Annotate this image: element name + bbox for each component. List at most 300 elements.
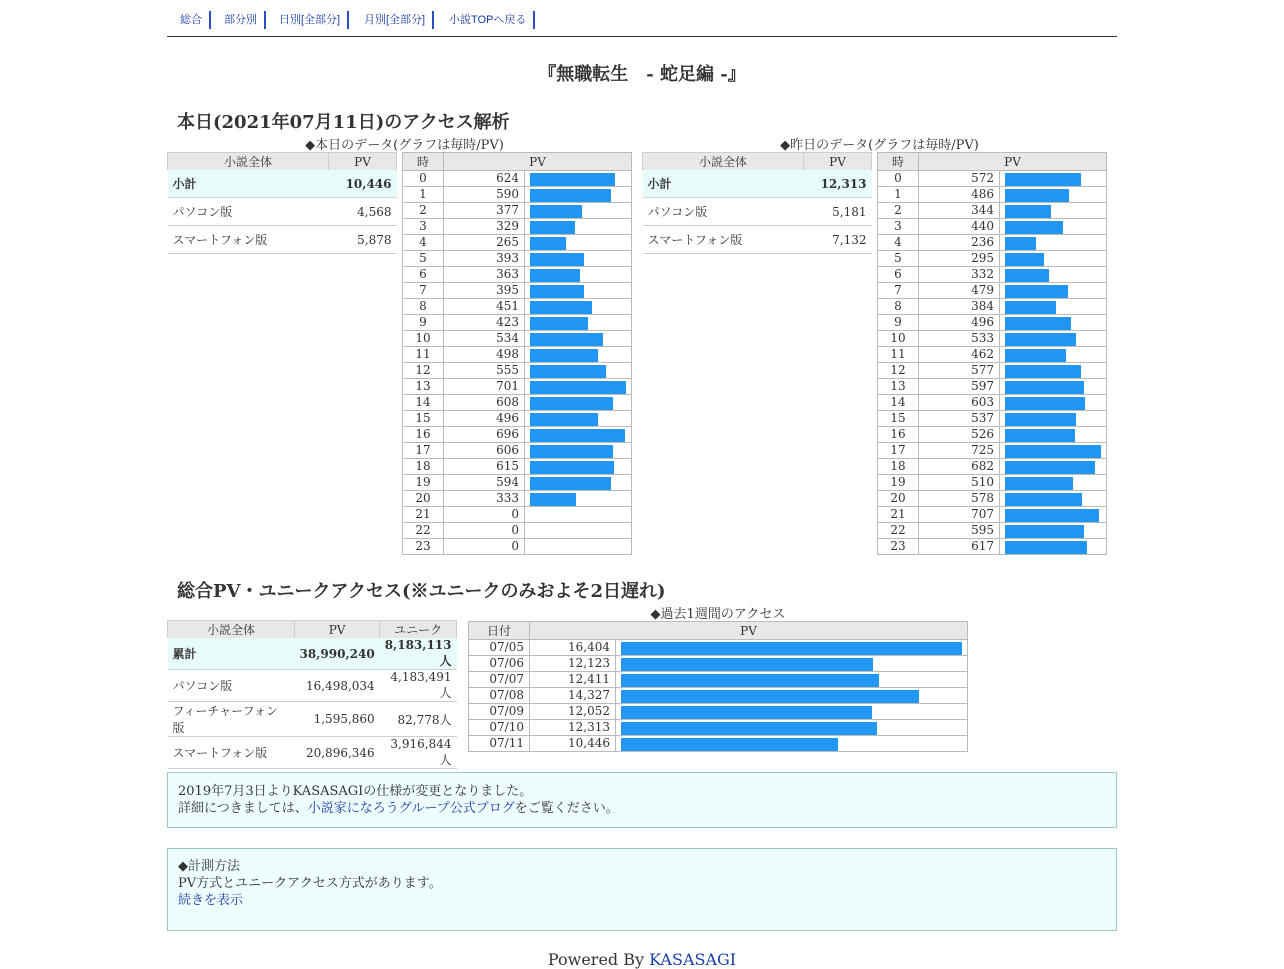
hour-pv-value: 555 — [444, 363, 525, 379]
hour-label: 8 — [878, 299, 919, 315]
hour-bar-cell — [525, 171, 632, 187]
official-blog-link[interactable]: 小説家になろうグループ公式ブログ — [307, 801, 515, 816]
hour-pv-value: 236 — [919, 235, 1000, 251]
hour-label: 1 — [878, 187, 919, 203]
hourly-row — [878, 395, 1107, 411]
hour-pv-value: 486 — [919, 187, 1000, 203]
weekly-bar-cell — [616, 704, 968, 720]
hour-bar-cell — [1000, 507, 1107, 523]
hour-label: 3 — [878, 219, 919, 235]
hourly-row — [878, 331, 1107, 347]
weekly-bar-cell — [616, 672, 968, 688]
hour-bar-cell — [1000, 347, 1107, 363]
hour-pv-value: 496 — [919, 315, 1000, 331]
total-summary-table — [167, 620, 457, 769]
hour-label: 20 — [403, 491, 444, 507]
weekly-pv-bar — [621, 738, 838, 751]
hour-bar-cell — [1000, 395, 1107, 411]
row-label: パソコン版 — [643, 198, 804, 226]
hour-pv-bar — [1005, 253, 1044, 266]
hour-bar-cell — [525, 203, 632, 219]
weekly-pv-bar — [621, 722, 877, 735]
hourly-row — [403, 379, 632, 395]
hourly-row — [878, 459, 1107, 475]
hour-pv-value: 595 — [919, 523, 1000, 539]
hour-label: 4 — [403, 235, 444, 251]
hour-bar-cell — [1000, 331, 1107, 347]
hourly-row — [878, 475, 1107, 491]
hour-pv-value: 451 — [444, 299, 525, 315]
weekly-row — [469, 640, 968, 656]
hour-pv-value: 265 — [444, 235, 525, 251]
weekly-date: 07/11 — [469, 736, 530, 752]
hour-bar-cell — [1000, 235, 1107, 251]
hour-bar-cell — [525, 299, 632, 315]
hourly-row — [403, 251, 632, 267]
nav-monthly-link[interactable]: 月別[全部分] — [358, 11, 434, 29]
row-pv: 38,990,240 — [295, 638, 380, 670]
page-wrapper — [167, 0, 1117, 969]
row-value: 5,181 — [804, 198, 872, 226]
hour-label: 7 — [403, 283, 444, 299]
hour-pv-bar — [530, 221, 575, 234]
hour-label: 21 — [878, 507, 919, 523]
hourly-row — [403, 331, 632, 347]
hourly-row — [878, 283, 1107, 299]
hour-pv-bar — [1005, 445, 1101, 458]
hour-label: 20 — [878, 491, 919, 507]
row-unique: 82,778人 — [380, 702, 457, 737]
col-header: PV — [295, 621, 380, 639]
hour-pv-value: 498 — [444, 347, 525, 363]
hourly-row — [403, 491, 632, 507]
col-header: 小説全体 — [168, 153, 329, 171]
weekly-bar-cell — [616, 640, 968, 656]
hour-bar-cell — [1000, 539, 1107, 555]
hour-pv-bar — [530, 477, 611, 490]
show-more-link[interactable]: 続きを表示 — [178, 893, 244, 908]
hour-pv-value: 333 — [444, 491, 525, 507]
row-label: 小計 — [643, 170, 804, 198]
hour-label: 23 — [878, 539, 919, 555]
row-label: パソコン版 — [168, 670, 295, 702]
hour-label: 1 — [403, 187, 444, 203]
weekly-pv-value: 12,411 — [530, 672, 616, 688]
hour-bar-cell — [525, 347, 632, 363]
row-label: スマートフォン版 — [643, 226, 804, 254]
hour-label: 10 — [403, 331, 444, 347]
row-value: 12,313 — [804, 170, 872, 198]
hourly-row — [878, 267, 1107, 283]
hourly-row — [878, 219, 1107, 235]
hour-label: 16 — [403, 427, 444, 443]
hour-pv-value: 594 — [444, 475, 525, 491]
hour-bar-cell — [525, 283, 632, 299]
yesterday-summary-table — [642, 152, 872, 254]
weekly-pv-bar — [621, 642, 962, 655]
hour-bar-cell — [1000, 315, 1107, 331]
hour-pv-bar — [1005, 365, 1081, 378]
hour-pv-bar — [530, 285, 584, 298]
hour-pv-bar — [1005, 429, 1075, 442]
yesterday-hourly-table — [877, 152, 1107, 555]
nav-part-link[interactable]: 部分別 — [218, 11, 266, 29]
hour-bar-cell — [525, 251, 632, 267]
hourly-row — [403, 427, 632, 443]
col-header: 小説全体 — [643, 153, 804, 171]
hour-pv-bar — [1005, 509, 1099, 522]
hour-pv-bar — [530, 381, 626, 394]
hour-bar-cell — [525, 523, 632, 539]
hour-pv-bar — [1005, 205, 1051, 218]
hour-label: 12 — [878, 363, 919, 379]
hour-pv-bar — [1005, 237, 1036, 250]
hour-pv-bar — [1005, 317, 1071, 330]
hour-pv-bar — [1005, 301, 1056, 314]
hourly-row — [878, 251, 1107, 267]
hour-pv-bar — [530, 333, 603, 346]
weekly-date: 07/10 — [469, 720, 530, 736]
weekly-table — [468, 621, 968, 752]
hour-pv-bar — [530, 397, 613, 410]
hour-pv-bar — [530, 237, 566, 250]
hour-bar-cell — [525, 395, 632, 411]
hour-pv-value: 479 — [919, 283, 1000, 299]
hour-pv-value: 577 — [919, 363, 1000, 379]
hour-bar-cell — [525, 219, 632, 235]
hour-pv-value: 0 — [444, 539, 525, 555]
hour-bar-cell — [1000, 491, 1107, 507]
hour-pv-bar — [1005, 477, 1073, 490]
weekly-row — [469, 704, 968, 720]
total-section-title: 総合PV・ユニークアクセス(※ユニークのみおよそ2日遅れ) — [177, 581, 666, 602]
hour-pv-bar — [530, 301, 592, 314]
hour-pv-value: 332 — [919, 267, 1000, 283]
hour-pv-value: 696 — [444, 427, 525, 443]
hour-pv-value: 597 — [919, 379, 1000, 395]
notice-text: 詳細につきましては、 — [178, 801, 308, 816]
nav-overall-link[interactable]: 総合 — [174, 11, 211, 29]
hour-bar-cell — [525, 235, 632, 251]
hour-label: 14 — [878, 395, 919, 411]
hour-pv-bar — [1005, 333, 1076, 346]
hourly-row — [878, 363, 1107, 379]
hour-bar-cell — [1000, 379, 1107, 395]
hour-pv-value: 537 — [919, 411, 1000, 427]
hour-pv-bar — [530, 253, 584, 266]
hour-pv-value: 377 — [444, 203, 525, 219]
hour-pv-bar — [530, 429, 625, 442]
hour-bar-cell — [1000, 363, 1107, 379]
hour-bar-cell — [525, 475, 632, 491]
hour-pv-value: 590 — [444, 187, 525, 203]
hour-pv-bar — [530, 365, 606, 378]
hour-pv-bar — [1005, 349, 1066, 362]
novel-title: 『無職転生 - 蛇足編 -』 — [538, 64, 746, 85]
today-hourly-table — [402, 152, 632, 555]
hourly-row — [403, 443, 632, 459]
hour-pv-bar — [530, 493, 576, 506]
hour-pv-bar — [1005, 493, 1082, 506]
hour-bar-cell — [1000, 459, 1107, 475]
hour-pv-value: 526 — [919, 427, 1000, 443]
hour-bar-cell — [525, 331, 632, 347]
hour-pv-value: 725 — [919, 443, 1000, 459]
hourly-row — [878, 171, 1107, 187]
table-row — [168, 638, 457, 670]
col-header: PV — [444, 153, 632, 171]
hour-pv-bar — [1005, 381, 1084, 394]
hour-pv-bar — [1005, 285, 1068, 298]
row-label: 小計 — [168, 170, 329, 198]
notice-text: をご覧ください。 — [514, 801, 619, 816]
weekly-date: 07/08 — [469, 688, 530, 704]
hour-pv-bar — [1005, 221, 1063, 234]
hour-bar-cell — [525, 443, 632, 459]
weekly-pv-value: 12,313 — [530, 720, 616, 736]
hour-pv-value: 395 — [444, 283, 525, 299]
hourly-row — [403, 219, 632, 235]
hourly-row — [878, 315, 1107, 331]
hour-pv-bar — [530, 269, 580, 282]
weekly-pv-bar — [621, 658, 873, 671]
hourly-row — [403, 171, 632, 187]
hour-label: 18 — [878, 459, 919, 475]
hourly-row — [878, 443, 1107, 459]
hour-pv-bar — [1005, 541, 1087, 554]
col-header: 時 — [878, 153, 919, 171]
hour-bar-cell — [1000, 475, 1107, 491]
table-row — [643, 226, 872, 254]
hour-pv-value: 0 — [444, 507, 525, 523]
footer — [167, 950, 1117, 969]
col-header: 小説全体 — [168, 621, 295, 639]
hour-bar-cell — [1000, 219, 1107, 235]
hourly-row — [403, 475, 632, 491]
top-nav — [167, 0, 1117, 37]
hour-label: 7 — [878, 283, 919, 299]
hour-pv-bar — [530, 445, 613, 458]
hourly-row — [878, 507, 1107, 523]
notice-line: 2019年7月3日よりKASASAGIの仕様が変更となりました。 — [178, 784, 533, 799]
hour-pv-value: 329 — [444, 219, 525, 235]
hour-pv-value: 682 — [919, 459, 1000, 475]
hour-bar-cell — [1000, 443, 1107, 459]
hourly-row — [403, 203, 632, 219]
hour-pv-value: 578 — [919, 491, 1000, 507]
method-box — [167, 848, 1117, 931]
hour-label: 0 — [403, 171, 444, 187]
hour-label: 21 — [403, 507, 444, 523]
hour-pv-value: 533 — [919, 331, 1000, 347]
hour-pv-value: 534 — [444, 331, 525, 347]
hour-pv-value: 295 — [919, 251, 1000, 267]
hour-label: 23 — [403, 539, 444, 555]
col-header: PV — [804, 153, 872, 171]
hour-pv-bar — [530, 173, 615, 186]
hour-label: 12 — [403, 363, 444, 379]
hour-label: 17 — [878, 443, 919, 459]
hour-pv-value: 363 — [444, 267, 525, 283]
hourly-row — [878, 379, 1107, 395]
hour-label: 6 — [403, 267, 444, 283]
hour-pv-value: 572 — [919, 171, 1000, 187]
hour-label: 5 — [403, 251, 444, 267]
hourly-row — [403, 363, 632, 379]
hour-bar-cell — [525, 363, 632, 379]
weekly-row — [469, 656, 968, 672]
hour-label: 9 — [403, 315, 444, 331]
hour-pv-value: 462 — [919, 347, 1000, 363]
hour-bar-cell — [525, 379, 632, 395]
hour-pv-value: 608 — [444, 395, 525, 411]
hour-label: 16 — [878, 427, 919, 443]
hour-label: 18 — [403, 459, 444, 475]
weekly-pv-value: 10,446 — [530, 736, 616, 752]
hourly-row — [878, 235, 1107, 251]
hour-label: 6 — [878, 267, 919, 283]
hour-label: 10 — [878, 331, 919, 347]
weekly-pv-value: 14,327 — [530, 688, 616, 704]
row-label: 累計 — [168, 638, 295, 670]
table-row — [168, 198, 397, 226]
weekly-date: 07/07 — [469, 672, 530, 688]
hour-label: 0 — [878, 171, 919, 187]
hour-label: 11 — [403, 347, 444, 363]
hour-bar-cell — [1000, 171, 1107, 187]
hour-label: 17 — [403, 443, 444, 459]
hour-bar-cell — [1000, 299, 1107, 315]
hour-label: 22 — [878, 523, 919, 539]
hour-pv-bar — [1005, 189, 1069, 202]
hour-label: 8 — [403, 299, 444, 315]
hour-pv-bar — [1005, 397, 1085, 410]
hour-pv-bar — [530, 349, 598, 362]
powered-by-text: Powered By — [547, 950, 650, 969]
hourly-row — [878, 411, 1107, 427]
hourly-row — [878, 539, 1107, 555]
hour-pv-value: 707 — [919, 507, 1000, 523]
nav-daily-link[interactable]: 日別[全部分] — [273, 11, 349, 29]
hour-bar-cell — [1000, 427, 1107, 443]
weekly-pv-value: 16,404 — [530, 640, 616, 656]
today-section-title: 本日(2021年07月11日)のアクセス解析 — [177, 112, 510, 133]
hour-label: 3 — [403, 219, 444, 235]
row-value: 4,568 — [329, 198, 397, 226]
weekly-row — [469, 688, 968, 704]
hour-pv-value: 603 — [919, 395, 1000, 411]
hour-bar-cell — [1000, 523, 1107, 539]
hour-pv-bar — [1005, 173, 1081, 186]
col-header: 時 — [403, 153, 444, 171]
hour-pv-bar — [530, 189, 611, 202]
hour-bar-cell — [525, 459, 632, 475]
hour-pv-value: 615 — [444, 459, 525, 475]
hour-label: 19 — [878, 475, 919, 491]
kasasagi-link[interactable]: KASASAGI — [649, 950, 737, 969]
row-unique: 3,916,844人 — [380, 737, 457, 769]
hourly-row — [878, 299, 1107, 315]
row-unique: 4,183,491人 — [380, 670, 457, 702]
row-label: スマートフォン版 — [168, 737, 295, 769]
hour-pv-value: 0 — [444, 523, 525, 539]
hour-label: 2 — [878, 203, 919, 219]
hourly-row — [403, 299, 632, 315]
row-label: パソコン版 — [168, 198, 329, 226]
hour-label: 19 — [403, 475, 444, 491]
hour-pv-bar — [1005, 525, 1084, 538]
hour-pv-value: 606 — [444, 443, 525, 459]
hourly-row — [403, 523, 632, 539]
hourly-row — [403, 459, 632, 475]
hour-label: 5 — [878, 251, 919, 267]
table-row — [168, 170, 397, 198]
notice-box — [167, 772, 1117, 828]
hour-pv-value: 510 — [919, 475, 1000, 491]
row-pv: 16,498,034 — [295, 670, 380, 702]
hourly-row — [878, 203, 1107, 219]
weekly-pv-value: 12,123 — [530, 656, 616, 672]
weekly-row — [469, 672, 968, 688]
hour-label: 13 — [403, 379, 444, 395]
table-row — [643, 198, 872, 226]
hourly-row — [403, 283, 632, 299]
weekly-bar-cell — [616, 736, 968, 752]
hour-pv-value: 624 — [444, 171, 525, 187]
col-header: PV — [530, 622, 968, 640]
hourly-row — [403, 235, 632, 251]
col-header: PV — [329, 153, 397, 171]
hourly-row — [878, 187, 1107, 203]
weekly-pv-bar — [621, 690, 919, 703]
hourly-row — [403, 411, 632, 427]
hour-bar-cell — [525, 491, 632, 507]
hour-bar-cell — [1000, 411, 1107, 427]
row-value: 7,132 — [804, 226, 872, 254]
hour-label: 4 — [878, 235, 919, 251]
weekly-caption: ◆過去1週間のアクセス — [650, 607, 786, 622]
hour-bar-cell — [1000, 283, 1107, 299]
hour-pv-bar — [1005, 269, 1049, 282]
hourly-row — [403, 187, 632, 203]
hour-pv-bar — [1005, 461, 1095, 474]
weekly-bar-cell — [616, 656, 968, 672]
weekly-bar-cell — [616, 720, 968, 736]
weekly-row — [469, 736, 968, 752]
weekly-bar-cell — [616, 688, 968, 704]
col-header: ユニーク — [380, 621, 457, 639]
hour-pv-bar — [530, 205, 582, 218]
hourly-row — [878, 491, 1107, 507]
table-row — [168, 226, 397, 254]
method-title: ◆計測方法 — [178, 859, 240, 874]
hour-bar-cell — [525, 187, 632, 203]
hour-pv-value: 496 — [444, 411, 525, 427]
nav-novel-top-link[interactable]: 小説TOPへ戻る — [443, 11, 535, 29]
hourly-row — [403, 507, 632, 523]
row-value: 5,878 — [329, 226, 397, 254]
hour-label: 15 — [403, 411, 444, 427]
hour-bar-cell — [525, 427, 632, 443]
hour-pv-value: 423 — [444, 315, 525, 331]
hour-pv-value: 393 — [444, 251, 525, 267]
hour-label: 15 — [878, 411, 919, 427]
hour-pv-bar — [530, 461, 614, 474]
row-label: フィーチャーフォン版 — [168, 702, 295, 737]
table-row — [168, 702, 457, 737]
hour-bar-cell — [525, 315, 632, 331]
row-unique: 8,183,113人 — [380, 638, 457, 670]
